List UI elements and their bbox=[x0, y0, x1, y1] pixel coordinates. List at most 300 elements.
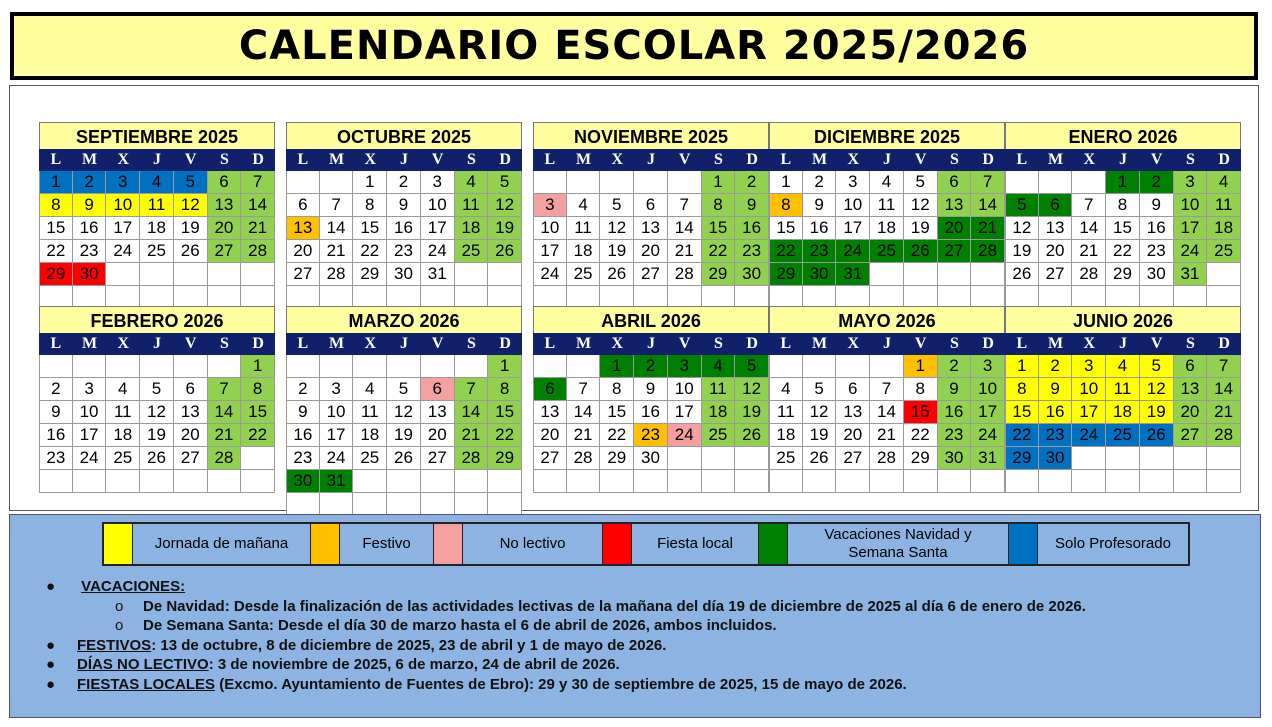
weekday-label: S bbox=[466, 151, 476, 168]
empty-cell bbox=[1207, 263, 1241, 286]
day-cell: 28 bbox=[567, 447, 601, 470]
empty-cell bbox=[140, 263, 174, 286]
day-cell: 23 bbox=[387, 240, 421, 263]
day-cell: 30 bbox=[938, 447, 972, 470]
day-cell: 9 bbox=[1140, 194, 1174, 217]
weekday-label: X bbox=[364, 335, 377, 352]
day-cell: 20 bbox=[421, 424, 455, 447]
weekday-label: L bbox=[50, 151, 62, 168]
day-cell: 25 bbox=[455, 240, 489, 263]
weekday-label: S bbox=[713, 151, 723, 168]
day-cell: 6 bbox=[174, 378, 208, 401]
empty-cell bbox=[904, 263, 938, 286]
day-cell: 13 bbox=[836, 401, 870, 424]
day-cell: 28 bbox=[668, 263, 702, 286]
weekday-label: M bbox=[812, 335, 828, 352]
day-cell: 22 bbox=[39, 240, 73, 263]
day-cell: 13 bbox=[208, 194, 242, 217]
weekday-label: X bbox=[611, 151, 624, 168]
days-grid bbox=[1005, 171, 1241, 309]
day-cell: 2 bbox=[938, 355, 972, 378]
day-cell: 9 bbox=[1039, 378, 1073, 401]
day-cell: 30 bbox=[387, 263, 421, 286]
weekday-label: D bbox=[982, 335, 994, 352]
day-cell: 2 bbox=[39, 378, 73, 401]
day-cell: 30 bbox=[1039, 447, 1073, 470]
legend-label-profesorado: Solo Profesorado bbox=[1055, 535, 1171, 552]
empty-cell bbox=[1207, 447, 1241, 470]
empty-cell bbox=[533, 171, 567, 194]
day-cell: 25 bbox=[567, 263, 601, 286]
weekday-label: V bbox=[431, 335, 444, 352]
day-cell: 7 bbox=[320, 194, 354, 217]
empty-cell bbox=[387, 470, 421, 493]
day-cell: 23 bbox=[803, 240, 837, 263]
day-cell: 7 bbox=[208, 378, 242, 401]
day-cell: 25 bbox=[106, 447, 140, 470]
day-cell: 7 bbox=[455, 378, 489, 401]
month-calendar bbox=[533, 306, 769, 493]
day-cell: 5 bbox=[904, 171, 938, 194]
note-semana-santa bbox=[40, 616, 1240, 636]
day-cell: 20 bbox=[208, 217, 242, 240]
day-cell: 16 bbox=[938, 401, 972, 424]
note-festivos-text: : 13 de octubre, 8 de diciembre de 2025, 23 de abril y 1 de mayo de 2026. bbox=[151, 636, 667, 654]
month-calendar bbox=[39, 122, 275, 309]
day-cell: 21 bbox=[320, 240, 354, 263]
empty-cell bbox=[73, 355, 107, 378]
day-cell: 12 bbox=[600, 217, 634, 240]
day-cell: 21 bbox=[241, 217, 275, 240]
weekday-label: X bbox=[611, 335, 624, 352]
day-cell: 14 bbox=[1207, 378, 1241, 401]
day-cell: 14 bbox=[668, 217, 702, 240]
weekday-label: J bbox=[882, 335, 891, 352]
note-navidad bbox=[40, 597, 1240, 617]
weekday-label: M bbox=[329, 151, 345, 168]
sub-bullet-icon: o bbox=[115, 617, 124, 634]
day-cell: 26 bbox=[488, 240, 522, 263]
day-cell: 22 bbox=[488, 424, 522, 447]
day-cell: 11 bbox=[1106, 378, 1140, 401]
day-cell: 11 bbox=[870, 194, 904, 217]
legend-swatch-no-lectivo bbox=[434, 524, 463, 564]
day-cell: 13 bbox=[1174, 378, 1208, 401]
weekday-label: J bbox=[1118, 335, 1127, 352]
day-cell: 11 bbox=[1207, 194, 1241, 217]
day-cell: 16 bbox=[73, 217, 107, 240]
day-cell: 22 bbox=[769, 240, 803, 263]
note-festivos-label: FESTIVOS bbox=[77, 636, 152, 654]
day-cell: 28 bbox=[1072, 263, 1106, 286]
empty-cell bbox=[353, 493, 387, 516]
note-no-lectivo-label: DÍAS NO LECTIVO bbox=[77, 656, 209, 673]
notes-list bbox=[40, 577, 1240, 694]
day-cell: 29 bbox=[488, 447, 522, 470]
day-cell: 9 bbox=[735, 194, 769, 217]
day-cell: 4 bbox=[769, 378, 803, 401]
weekday-header bbox=[533, 149, 769, 171]
empty-cell bbox=[241, 447, 275, 470]
legend-label-festivo: Festivo bbox=[340, 524, 434, 564]
weekday-label: S bbox=[1185, 335, 1195, 352]
day-cell: 1 bbox=[769, 171, 803, 194]
day-cell: 3 bbox=[836, 171, 870, 194]
day-cell: 10 bbox=[533, 217, 567, 240]
day-cell: 26 bbox=[140, 447, 174, 470]
day-cell: 2 bbox=[73, 171, 107, 194]
month-calendar bbox=[286, 306, 522, 516]
bullet-icon: ● bbox=[46, 656, 56, 673]
day-cell: 20 bbox=[938, 217, 972, 240]
empty-cell bbox=[387, 355, 421, 378]
day-cell: 31 bbox=[971, 447, 1005, 470]
weekday-label: M bbox=[1048, 151, 1064, 168]
empty-cell bbox=[971, 263, 1005, 286]
weekday-label: V bbox=[914, 151, 927, 168]
day-cell: 8 bbox=[600, 378, 634, 401]
day-cell: 4 bbox=[455, 171, 489, 194]
weekday-label: S bbox=[219, 335, 229, 352]
day-cell: 24 bbox=[73, 447, 107, 470]
day-cell: 24 bbox=[421, 240, 455, 263]
days-grid bbox=[286, 355, 522, 516]
day-cell: 24 bbox=[1174, 240, 1208, 263]
day-cell: 12 bbox=[174, 194, 208, 217]
day-cell: 8 bbox=[241, 378, 275, 401]
day-cell: 6 bbox=[533, 378, 567, 401]
empty-cell bbox=[1207, 470, 1241, 493]
empty-cell bbox=[320, 171, 354, 194]
weekday-label: S bbox=[1185, 151, 1195, 168]
empty-cell bbox=[1039, 470, 1073, 493]
day-cell: 20 bbox=[836, 424, 870, 447]
empty-cell bbox=[387, 493, 421, 516]
day-cell: 4 bbox=[140, 171, 174, 194]
day-cell: 9 bbox=[634, 378, 668, 401]
weekday-label: J bbox=[1118, 151, 1127, 168]
empty-cell bbox=[870, 355, 904, 378]
empty-cell bbox=[1005, 470, 1039, 493]
day-cell: 7 bbox=[870, 378, 904, 401]
day-cell: 18 bbox=[140, 217, 174, 240]
day-cell: 6 bbox=[1174, 355, 1208, 378]
day-cell: 14 bbox=[567, 401, 601, 424]
day-cell: 13 bbox=[1039, 217, 1073, 240]
day-cell: 3 bbox=[421, 171, 455, 194]
note-vacaciones bbox=[40, 577, 1240, 597]
empty-cell bbox=[1106, 470, 1140, 493]
day-cell: 28 bbox=[971, 240, 1005, 263]
day-cell: 7 bbox=[567, 378, 601, 401]
day-cell: 24 bbox=[320, 447, 354, 470]
empty-cell bbox=[870, 470, 904, 493]
empty-cell bbox=[1072, 447, 1106, 470]
day-cell: 31 bbox=[1174, 263, 1208, 286]
day-cell: 12 bbox=[735, 378, 769, 401]
empty-cell bbox=[1072, 171, 1106, 194]
note-semana-santa-text: De Semana Santa: Desde el día 30 de marzo hasta el 6 de abril de 2026, ambos incluidos. bbox=[143, 617, 777, 634]
day-cell: 11 bbox=[702, 378, 736, 401]
month-title: ENERO 2026 bbox=[1005, 122, 1241, 149]
day-cell: 30 bbox=[803, 263, 837, 286]
day-cell: 29 bbox=[1005, 447, 1039, 470]
empty-cell bbox=[140, 355, 174, 378]
day-cell: 15 bbox=[904, 401, 938, 424]
empty-cell bbox=[567, 171, 601, 194]
weekday-label: L bbox=[297, 151, 309, 168]
day-cell: 27 bbox=[938, 240, 972, 263]
empty-cell bbox=[488, 493, 522, 516]
legend-label-jornada: Jornada de mañana bbox=[133, 524, 311, 564]
day-cell: 25 bbox=[702, 424, 736, 447]
empty-cell bbox=[870, 263, 904, 286]
empty-cell bbox=[634, 470, 668, 493]
day-cell: 10 bbox=[1072, 378, 1106, 401]
month-calendar bbox=[286, 122, 522, 309]
day-cell: 26 bbox=[735, 424, 769, 447]
day-cell: 19 bbox=[600, 240, 634, 263]
day-cell: 16 bbox=[39, 424, 73, 447]
day-cell: 2 bbox=[286, 378, 320, 401]
day-cell: 16 bbox=[735, 217, 769, 240]
empty-cell bbox=[106, 263, 140, 286]
day-cell: 1 bbox=[600, 355, 634, 378]
day-cell: 26 bbox=[174, 240, 208, 263]
day-cell: 31 bbox=[320, 470, 354, 493]
note-vacaciones-label: VACACIONES: bbox=[81, 578, 186, 595]
day-cell: 19 bbox=[387, 424, 421, 447]
weekday-label: L bbox=[297, 335, 309, 352]
day-cell: 4 bbox=[567, 194, 601, 217]
legend-swatch-jornada bbox=[104, 524, 133, 564]
empty-cell bbox=[39, 470, 73, 493]
weekday-label: S bbox=[219, 151, 229, 168]
day-cell: 12 bbox=[488, 194, 522, 217]
weekday-label: S bbox=[713, 335, 723, 352]
empty-cell bbox=[600, 470, 634, 493]
empty-cell bbox=[208, 355, 242, 378]
day-cell: 30 bbox=[1140, 263, 1174, 286]
day-cell: 24 bbox=[1072, 424, 1106, 447]
days-grid bbox=[533, 355, 769, 493]
day-cell: 16 bbox=[1140, 217, 1174, 240]
day-cell: 19 bbox=[140, 424, 174, 447]
day-cell: 7 bbox=[1207, 355, 1241, 378]
empty-cell bbox=[1174, 470, 1208, 493]
day-cell: 1 bbox=[904, 355, 938, 378]
weekday-header bbox=[769, 149, 1005, 171]
day-cell: 12 bbox=[1140, 378, 1174, 401]
sub-bullet-icon: o bbox=[115, 597, 124, 615]
day-cell: 14 bbox=[241, 194, 275, 217]
day-cell: 22 bbox=[904, 424, 938, 447]
day-cell: 11 bbox=[769, 401, 803, 424]
month-title: SEPTIEMBRE 2025 bbox=[39, 122, 275, 149]
weekday-label: V bbox=[184, 335, 197, 352]
day-cell: 18 bbox=[870, 217, 904, 240]
day-cell: 17 bbox=[668, 401, 702, 424]
day-cell: 27 bbox=[208, 240, 242, 263]
day-cell: 8 bbox=[1005, 378, 1039, 401]
day-cell: 30 bbox=[634, 447, 668, 470]
day-cell: 20 bbox=[533, 424, 567, 447]
day-cell: 29 bbox=[769, 263, 803, 286]
day-cell: 18 bbox=[106, 424, 140, 447]
day-cell: 21 bbox=[1072, 240, 1106, 263]
month-title: NOVIEMBRE 2025 bbox=[533, 122, 769, 149]
empty-cell bbox=[174, 263, 208, 286]
empty-cell bbox=[1106, 447, 1140, 470]
day-cell: 23 bbox=[286, 447, 320, 470]
day-cell: 11 bbox=[455, 194, 489, 217]
empty-cell bbox=[1039, 171, 1073, 194]
empty-cell bbox=[600, 171, 634, 194]
day-cell: 26 bbox=[600, 263, 634, 286]
day-cell: 5 bbox=[1140, 355, 1174, 378]
day-cell: 21 bbox=[1207, 401, 1241, 424]
month-title: ABRIL 2026 bbox=[533, 306, 769, 333]
day-cell: 19 bbox=[803, 424, 837, 447]
day-cell: 5 bbox=[735, 355, 769, 378]
weekday-label: V bbox=[678, 151, 691, 168]
day-cell: 5 bbox=[1005, 194, 1039, 217]
day-cell: 26 bbox=[904, 240, 938, 263]
weekday-label: J bbox=[152, 335, 161, 352]
empty-cell bbox=[241, 470, 275, 493]
day-cell: 27 bbox=[286, 263, 320, 286]
day-cell: 19 bbox=[1140, 401, 1174, 424]
day-cell: 16 bbox=[803, 217, 837, 240]
day-cell: 22 bbox=[702, 240, 736, 263]
empty-cell bbox=[938, 263, 972, 286]
day-cell: 25 bbox=[140, 240, 174, 263]
day-cell: 19 bbox=[174, 217, 208, 240]
day-cell: 20 bbox=[634, 240, 668, 263]
empty-cell bbox=[769, 470, 803, 493]
day-cell: 27 bbox=[174, 447, 208, 470]
empty-cell bbox=[533, 470, 567, 493]
weekday-label: J bbox=[882, 151, 891, 168]
day-cell: 3 bbox=[668, 355, 702, 378]
empty-cell bbox=[634, 171, 668, 194]
day-cell: 17 bbox=[1174, 217, 1208, 240]
day-cell: 11 bbox=[567, 217, 601, 240]
day-cell: 23 bbox=[73, 240, 107, 263]
day-cell: 25 bbox=[1207, 240, 1241, 263]
legend-label-no-lectivo: No lectivo bbox=[463, 524, 603, 564]
day-cell: 2 bbox=[634, 355, 668, 378]
day-cell: 2 bbox=[803, 171, 837, 194]
weekday-header bbox=[39, 333, 275, 355]
day-cell: 29 bbox=[600, 447, 634, 470]
empty-cell bbox=[702, 447, 736, 470]
day-cell: 27 bbox=[836, 447, 870, 470]
day-cell: 9 bbox=[938, 378, 972, 401]
note-fiestas-locales-text: (Excmo. Ayuntamiento de Fuentes de Ebro): 29 y 30 de septiembre de 2025, 15 de mayo de 2026. bbox=[215, 675, 907, 693]
day-cell: 23 bbox=[39, 447, 73, 470]
day-cell: 11 bbox=[353, 401, 387, 424]
day-cell: 10 bbox=[73, 401, 107, 424]
day-cell: 13 bbox=[634, 217, 668, 240]
note-navidad-text: De Navidad: Desde la finalización de las actividades lectivas de la mañana del día 19 de diciembre de 2025 al día 6 de enero de 2026. bbox=[143, 597, 1086, 615]
empty-cell bbox=[353, 470, 387, 493]
day-cell: 14 bbox=[320, 217, 354, 240]
day-cell: 1 bbox=[1005, 355, 1039, 378]
note-no-lectivo bbox=[40, 655, 1240, 675]
weekday-label: J bbox=[646, 151, 655, 168]
day-cell: 26 bbox=[387, 447, 421, 470]
weekday-header bbox=[1005, 149, 1241, 171]
legend-label-fiesta-local: Fiesta local bbox=[632, 524, 759, 564]
empty-cell bbox=[836, 355, 870, 378]
weekday-label: V bbox=[914, 335, 927, 352]
empty-cell bbox=[73, 470, 107, 493]
empty-cell bbox=[533, 355, 567, 378]
days-grid bbox=[39, 171, 275, 309]
day-cell: 23 bbox=[1140, 240, 1174, 263]
empty-cell bbox=[286, 355, 320, 378]
day-cell: 30 bbox=[286, 470, 320, 493]
day-cell: 13 bbox=[533, 401, 567, 424]
day-cell: 29 bbox=[353, 263, 387, 286]
day-cell: 5 bbox=[803, 378, 837, 401]
day-cell: 17 bbox=[533, 240, 567, 263]
day-cell: 18 bbox=[702, 401, 736, 424]
days-grid bbox=[39, 355, 275, 493]
day-cell: 14 bbox=[971, 194, 1005, 217]
bullet-icon: ● bbox=[46, 636, 56, 654]
day-cell: 3 bbox=[106, 171, 140, 194]
weekday-label: S bbox=[949, 151, 959, 168]
day-cell: 18 bbox=[769, 424, 803, 447]
day-cell: 29 bbox=[1106, 263, 1140, 286]
day-cell: 21 bbox=[870, 424, 904, 447]
weekday-label: J bbox=[152, 151, 161, 168]
day-cell: 16 bbox=[1039, 401, 1073, 424]
month-title: DICIEMBRE 2025 bbox=[769, 122, 1005, 149]
legend-swatch-vacaciones bbox=[759, 524, 788, 564]
day-cell: 7 bbox=[668, 194, 702, 217]
empty-cell bbox=[421, 493, 455, 516]
empty-cell bbox=[1005, 171, 1039, 194]
empty-cell bbox=[971, 470, 1005, 493]
day-cell: 6 bbox=[836, 378, 870, 401]
day-cell: 1 bbox=[353, 171, 387, 194]
day-cell: 15 bbox=[702, 217, 736, 240]
day-cell: 9 bbox=[387, 194, 421, 217]
day-cell: 15 bbox=[488, 401, 522, 424]
empty-cell bbox=[803, 470, 837, 493]
empty-cell bbox=[455, 470, 489, 493]
weekday-label: M bbox=[82, 151, 98, 168]
calendar-grid bbox=[9, 85, 1259, 511]
day-cell: 17 bbox=[971, 401, 1005, 424]
day-cell: 7 bbox=[1072, 194, 1106, 217]
day-cell: 28 bbox=[1207, 424, 1241, 447]
weekday-header bbox=[286, 149, 522, 171]
note-fiestas-locales-label: FIESTAS LOCALES bbox=[77, 675, 216, 693]
day-cell: 29 bbox=[702, 263, 736, 286]
empty-cell bbox=[668, 171, 702, 194]
empty-cell bbox=[1140, 447, 1174, 470]
days-grid bbox=[1005, 355, 1241, 493]
weekday-label: M bbox=[576, 335, 592, 352]
weekday-header bbox=[1005, 333, 1241, 355]
day-cell: 24 bbox=[533, 263, 567, 286]
day-cell: 12 bbox=[803, 401, 837, 424]
empty-cell bbox=[938, 470, 972, 493]
